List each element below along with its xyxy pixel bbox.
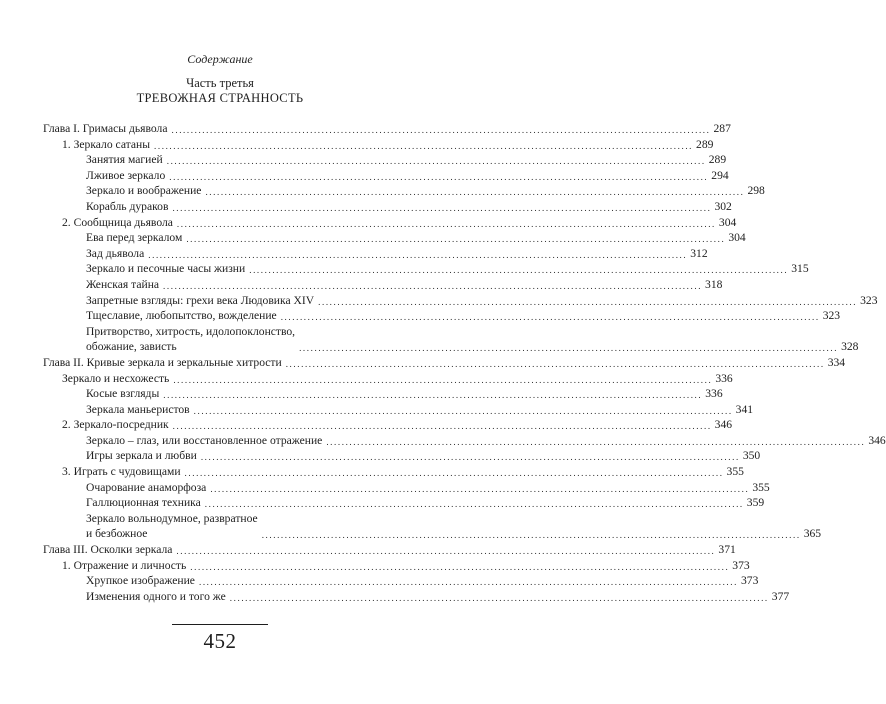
- toc-entry-title: [86, 277, 159, 293]
- toc-entry-title-line: Зеркала маньеристов: [86, 402, 190, 416]
- toc-entry-title-line: Косые взгляды: [86, 387, 160, 401]
- toc-entry-page: 355: [752, 480, 770, 494]
- toc-entry-title-line: Лживое зеркало: [86, 168, 166, 182]
- table-of-contents: [43, 121, 886, 604]
- toc-entry-title: [43, 355, 282, 371]
- toc-entry-page: 346: [868, 433, 886, 447]
- toc-entry: [43, 293, 878, 309]
- toc-dot-leader: ............................................................................................................................................: [163, 390, 703, 401]
- toc-entry-page: 294: [711, 168, 729, 182]
- toc-dot-leader: ............................................................................................................................................: [154, 140, 694, 151]
- toc-entry-title: [86, 261, 245, 277]
- toc-dot-leader: ............................................................................................................................................: [204, 499, 744, 510]
- part-label: Часть третья: [186, 76, 254, 90]
- toc-entry-title: [86, 433, 322, 449]
- toc-dot-leader: ............................................................................................................................................: [210, 483, 750, 494]
- toc-entry-page: 371: [718, 543, 736, 557]
- toc-entry-title: [86, 152, 163, 168]
- toc-dot-leader: ............................................................................................................................................: [249, 265, 789, 276]
- toc-dot-leader: ............................................................................................................................................: [285, 358, 825, 369]
- toc-entry-title: [86, 308, 277, 324]
- toc-entry: [43, 402, 754, 418]
- toc-dot-leader: ............................................................................................................................................: [148, 249, 688, 260]
- toc-entry-title: [62, 464, 181, 480]
- toc-dot-leader: ............................................................................................................................................: [318, 296, 858, 307]
- toc-entry-title: [86, 230, 182, 246]
- toc-entry-title: [43, 542, 172, 558]
- toc-entry-page: 298: [747, 184, 765, 198]
- toc-entry-page: 377: [771, 589, 790, 603]
- toc-entry-title-line: Тщеславие, любопытство, вожделение: [86, 309, 277, 323]
- toc-entry: [43, 511, 822, 542]
- toc-entry-title: [43, 121, 168, 137]
- toc-entry-page: 355: [726, 465, 744, 479]
- toc-entry-page: 289: [696, 137, 714, 151]
- toc-entry-title-line: 2. Сообщница дьявола: [62, 215, 173, 229]
- toc-entry-title-line: Изменения одного и того же: [86, 589, 226, 603]
- toc-entry-title-line: Галлюционная техника: [86, 496, 201, 510]
- page-number: 452: [203, 629, 237, 653]
- toc-dot-leader: ............................................................................................................................................: [171, 125, 711, 135]
- toc-entry-page: 323: [822, 309, 841, 323]
- toc-entry-title: [86, 199, 168, 215]
- toc-dot-leader: ............................................................................................................................................: [186, 234, 726, 245]
- toc-entry-title: [86, 183, 201, 199]
- toc-entry: [43, 324, 859, 355]
- toc-dot-leader: ............................................................................................................................................: [176, 546, 716, 557]
- toc-entry: [43, 495, 765, 511]
- toc-entry-page: 312: [690, 246, 708, 260]
- toc-entry-page: 365: [803, 527, 822, 541]
- toc-entry-title: [86, 168, 165, 184]
- toc-dot-leader: ............................................................................................................................................: [205, 187, 745, 198]
- toc-entry: [43, 417, 733, 433]
- toc-dot-leader: ............................................................................................................................................: [172, 202, 712, 213]
- toc-entry-title: [86, 495, 201, 511]
- toc-entry: [43, 199, 732, 215]
- part-title: ТРЕВОЖНАЯ СТРАННОСТЬ: [136, 91, 304, 105]
- toc-entry-title: [86, 324, 295, 355]
- toc-entry-title: [86, 246, 144, 262]
- toc-entry-title-line: Зеркало и песочные часы жизни: [86, 262, 246, 276]
- toc-entry-page: 323: [860, 293, 878, 307]
- toc-entry-title-line: Глава II. Кривые зеркала и зеркальные хитрости: [43, 355, 282, 369]
- toc-dot-leader: ............................................................................................................................................: [261, 530, 801, 541]
- toc-entry-title: [62, 215, 173, 231]
- toc-entry-page: 336: [705, 387, 723, 401]
- toc-entry-title-line: и безбожное: [86, 527, 148, 541]
- toc-dot-leader: ............................................................................................................................................: [163, 280, 703, 291]
- toc-dot-leader: ............................................................................................................................................: [193, 405, 733, 416]
- running-head: Содержание: [187, 52, 253, 66]
- toc-entry: [43, 371, 733, 387]
- toc-entry-title-line: Зад дьявола: [86, 246, 145, 260]
- toc-entry: [43, 558, 750, 574]
- toc-entry-title-line: Ева перед зеркалом: [86, 231, 183, 245]
- toc-entry: [43, 573, 759, 589]
- toc-entry: [43, 448, 761, 464]
- toc-entry-title-line: 1. Зеркало сатаны: [62, 137, 151, 151]
- toc-entry: [43, 137, 714, 153]
- toc-dot-leader: ............................................................................................................................................: [176, 218, 716, 229]
- toc-entry-title: [86, 293, 314, 309]
- toc-entry-title: [86, 573, 195, 589]
- toc-entry-title-line: Глава I. Гримасы дьявола: [43, 122, 168, 135]
- toc-dot-leader: ............................................................................................................................................: [173, 374, 713, 385]
- toc-entry-page: 341: [735, 402, 754, 416]
- toc-entry: [43, 246, 708, 262]
- toc-dot-leader: ............................................................................................................................................: [299, 343, 839, 354]
- toc-entry: [43, 183, 765, 199]
- toc-entry-title: [62, 558, 186, 574]
- toc-entry-title: [86, 402, 190, 418]
- toc-dot-leader: ............................................................................................................................................: [229, 592, 769, 603]
- toc-entry-title-line: Игры зеркала и любви: [86, 449, 197, 463]
- toc-entry-page: 373: [732, 558, 750, 572]
- toc-entry-page: 315: [791, 262, 809, 276]
- toc-entry: [43, 464, 744, 480]
- toc-dot-leader: ............................................................................................................................................: [190, 561, 730, 572]
- toc-dot-leader: ............................................................................................................................................: [280, 312, 820, 323]
- toc-entry-title-line: 3. Играть с чудовищами: [62, 465, 181, 479]
- toc-entry: [43, 121, 731, 137]
- toc-entry-title: [86, 511, 258, 542]
- toc-entry-title-line: Запретные взгляды: грехи века Людовика XIV: [86, 293, 315, 307]
- toc-entry-page: 287: [713, 122, 731, 135]
- toc-entry-page: 359: [746, 496, 765, 510]
- toc-entry-page: 334: [827, 355, 846, 369]
- toc-entry: [43, 386, 723, 402]
- toc-entry: [43, 480, 770, 496]
- toc-entry-page: 318: [705, 277, 723, 291]
- toc-entry-title: [86, 589, 226, 605]
- toc-entry: [43, 168, 729, 184]
- toc-dot-leader: ............................................................................................................................................: [184, 468, 724, 479]
- toc-entry-title: [62, 137, 150, 153]
- toc-entry-title: [62, 371, 169, 387]
- toc-entry: [43, 230, 746, 246]
- toc-dot-leader: ............................................................................................................................................: [326, 436, 866, 447]
- toc-entry-title-line: Зеркало и воображение: [86, 184, 202, 198]
- toc-entry-title-line: Занятия магией: [86, 153, 163, 167]
- toc-dot-leader: ............................................................................................................................................: [169, 171, 709, 182]
- toc-entry: [43, 433, 886, 449]
- toc-entry-title-line: Зеркало и несхожесть: [62, 371, 170, 385]
- toc-entry-title: [86, 448, 197, 464]
- toc-entry-page: 289: [708, 153, 727, 167]
- toc-entry-title: [86, 480, 206, 496]
- toc-entry: [43, 589, 790, 605]
- toc-entry-title-line: Зеркало – глаз, или восстановленное отражение: [86, 433, 323, 447]
- toc-entry-title-line: Женская тайна: [86, 277, 160, 291]
- toc-entry-title-line: 2. Зеркало-посредник: [62, 418, 169, 432]
- toc-dot-leader: ............................................................................................................................................: [166, 156, 706, 167]
- toc-entry-page: 328: [841, 340, 859, 354]
- toc-entry: [43, 308, 841, 324]
- toc-entry-title-line: Очарование анаморфоза: [86, 480, 207, 494]
- toc-entry: [43, 215, 737, 231]
- toc-entry-title: [86, 386, 159, 402]
- folio-rule: [172, 624, 268, 625]
- toc-entry-title-line: 1. Отражение и личность: [62, 558, 187, 572]
- toc-entry-page: 350: [742, 449, 761, 463]
- toc-entry-title-line: Притворство, хитрость, идолопоклонство,: [86, 324, 296, 338]
- toc-entry-title-line: Корабль дураков: [86, 199, 169, 213]
- toc-entry-page: 304: [728, 231, 746, 245]
- toc-entry-title: [62, 417, 169, 433]
- toc-entry-title-line: Глава III. Осколки зеркала: [43, 543, 173, 557]
- toc-entry-page: 373: [740, 574, 759, 588]
- toc-dot-leader: ............................................................................................................................................: [198, 577, 738, 588]
- toc-entry-page: 304: [718, 215, 737, 229]
- toc-dot-leader: ............................................................................................................................................: [200, 452, 740, 463]
- toc-entry: [43, 277, 723, 293]
- toc-entry: [43, 261, 809, 277]
- toc-entry: [43, 542, 736, 558]
- toc-dot-leader: ............................................................................................................................................: [172, 421, 712, 432]
- toc-entry-page: 346: [714, 418, 733, 432]
- toc-entry-page: 302: [714, 199, 732, 213]
- toc-entry-title-line: Хрупкое изображение: [86, 574, 195, 588]
- toc-entry: [43, 355, 846, 371]
- toc-entry-page: 336: [715, 371, 733, 385]
- toc-entry-title-line: обожание, зависть: [86, 340, 177, 354]
- toc-entry-title-line: Зеркало вольнодумное, развратное: [86, 511, 258, 525]
- toc-entry: [43, 152, 727, 168]
